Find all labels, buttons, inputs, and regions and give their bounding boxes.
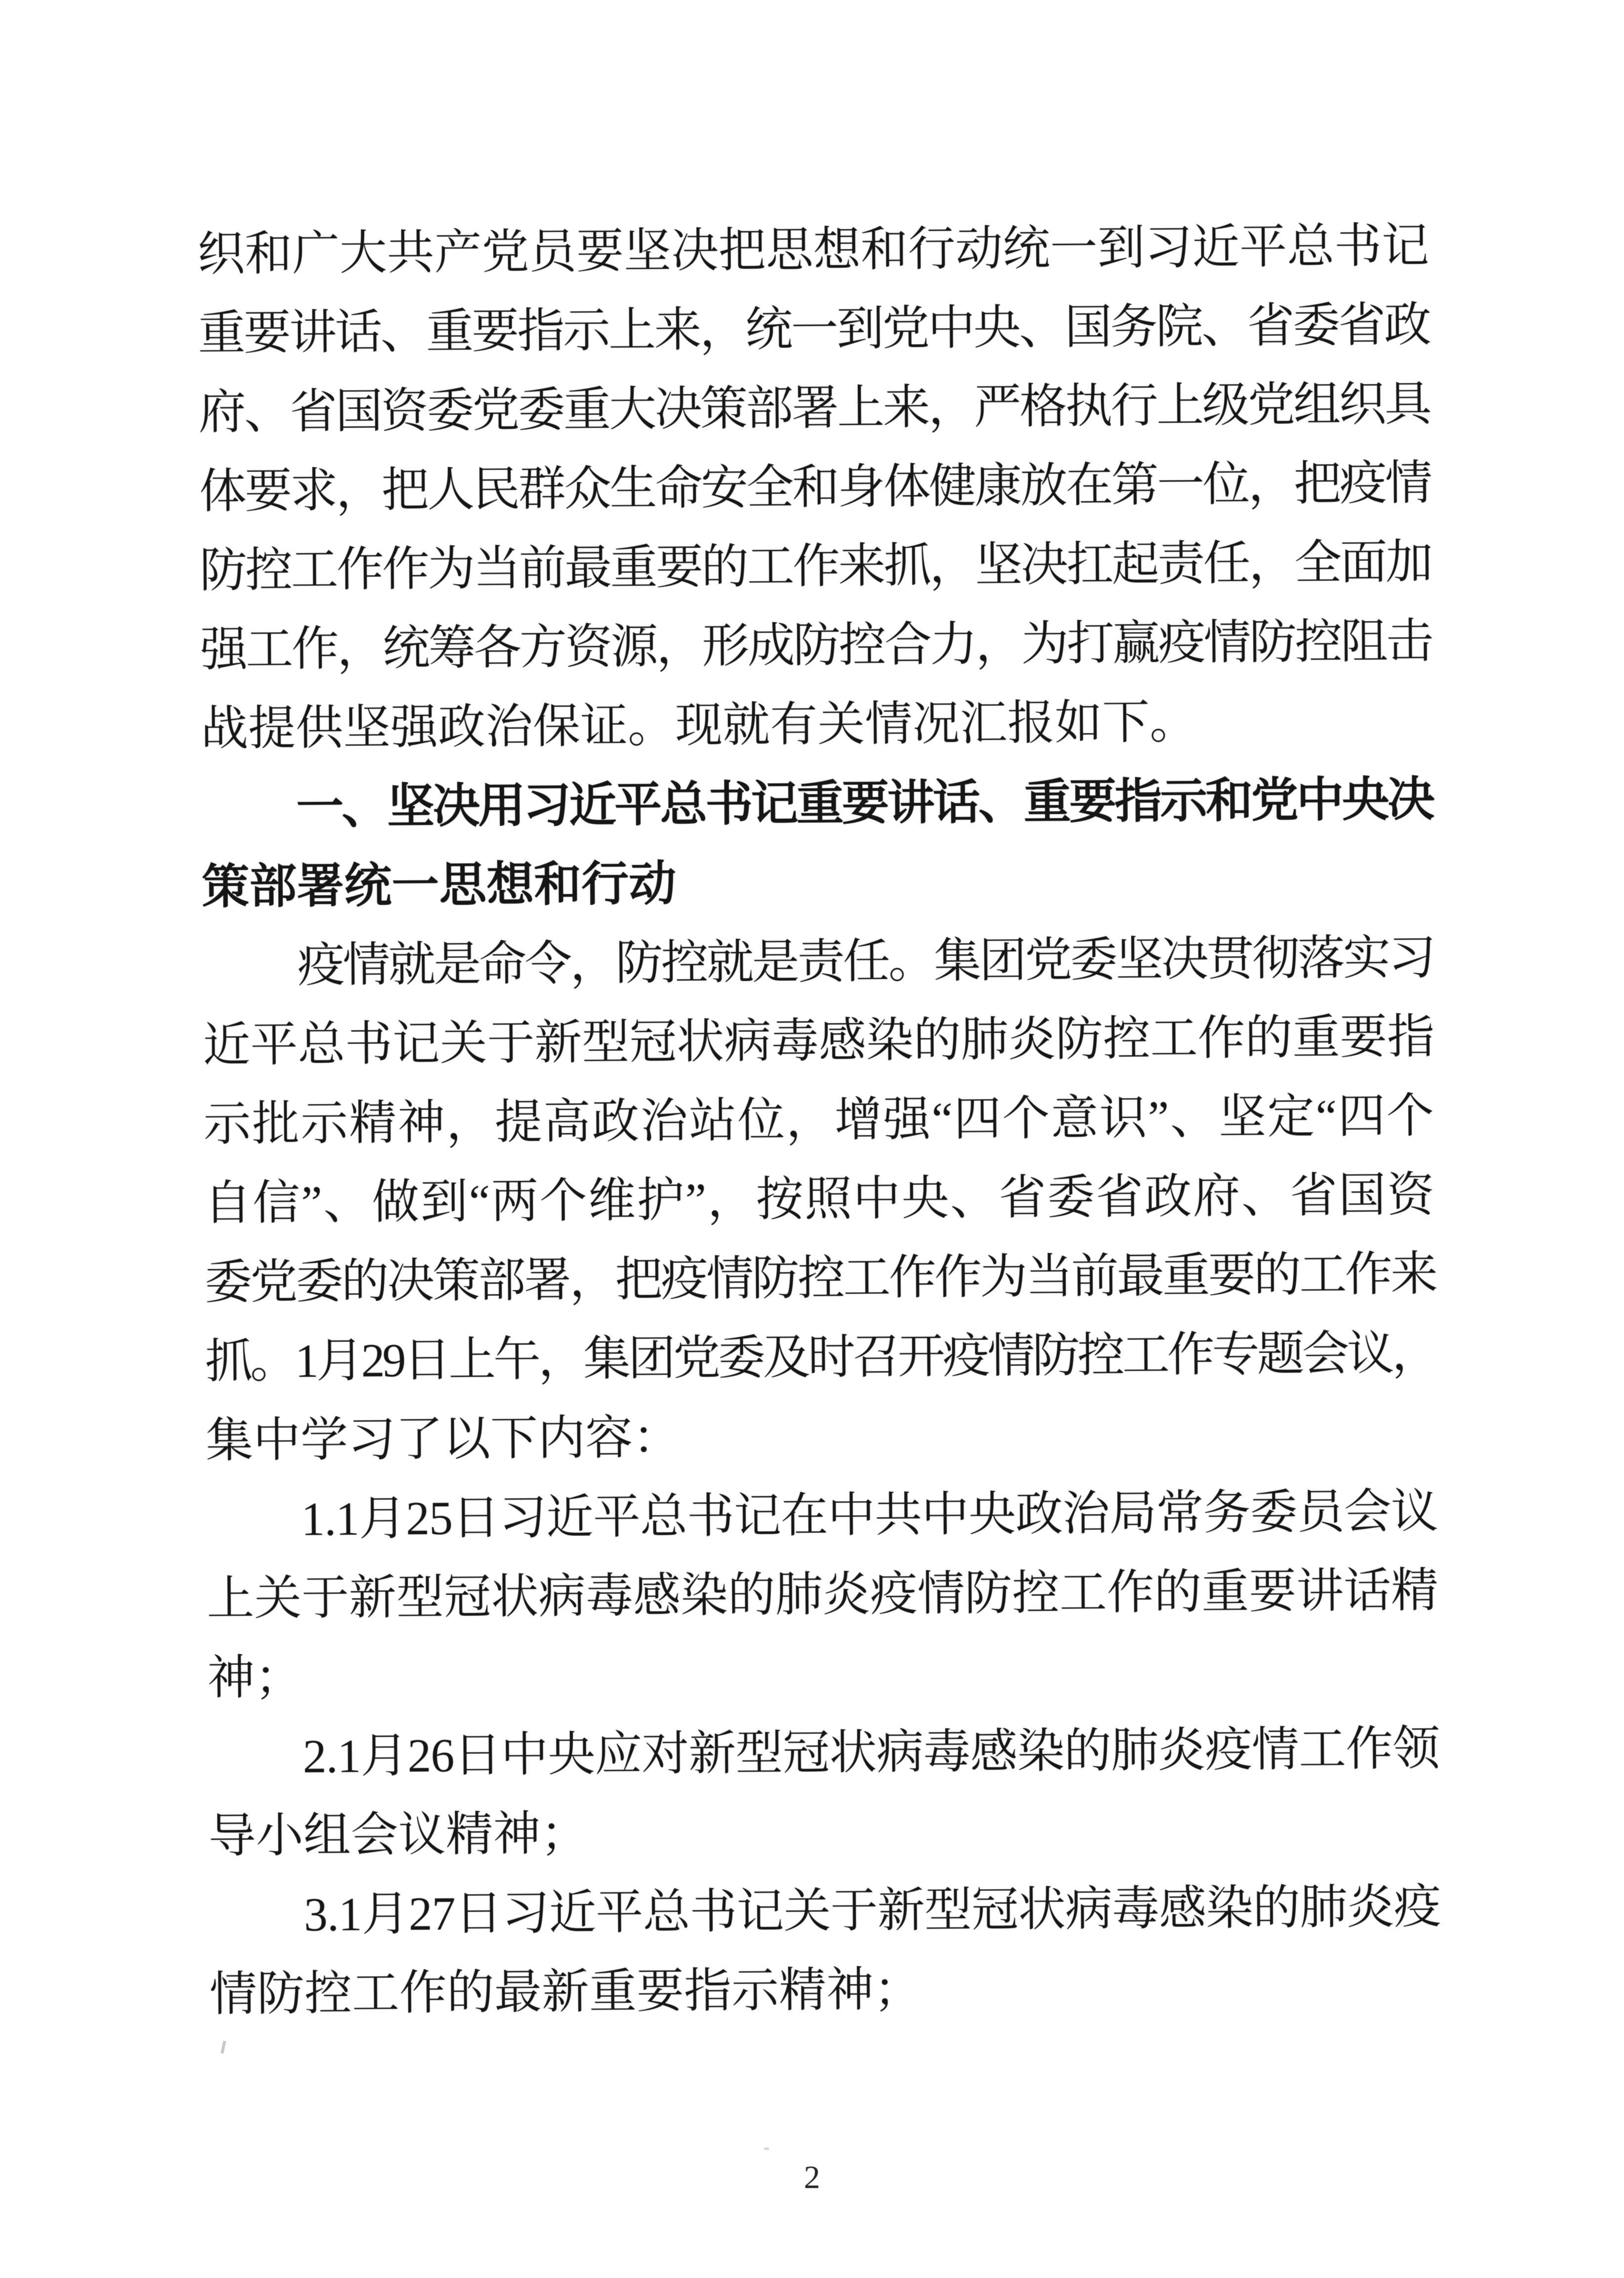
text-line: 疫情就是命令，防控就是责任。集团党委坚决贯彻落实习 — [297, 931, 1434, 992]
text-line: 导小组会议精神； — [208, 1807, 589, 1863]
text-line: 1.1月25日习近平总书记在中共中央政治局常务委员会议 — [300, 1485, 1438, 1546]
text-line: 委党委的决策部署，把疫情防控工作作为当前最重要的工作来 — [204, 1247, 1437, 1309]
text-line: 自信”、做到“两个维护”，按照中央、省委省政府、省国资 — [204, 1168, 1436, 1230]
text-line: 上关于新型冠状病毒感染的肺炎疫情防控工作的重要讲话精 — [207, 1564, 1439, 1625]
text-line: 神； — [207, 1651, 302, 1705]
page-number: 2 — [804, 2159, 820, 2195]
text-line: 集中学习了以下内容： — [205, 1410, 681, 1467]
text-line: 一、坚决用习近平总书记重要讲话、重要指示和党中央决 — [296, 773, 1433, 834]
text-line: 2.1月26日中央应对新型冠状病毒感染的肺炎疫情工作领 — [302, 1722, 1440, 1783]
text-line: 策部署统一思想和行动 — [202, 857, 677, 914]
scan-speck — [764, 2147, 769, 2150]
text-line: 织和广大共产党员要坚决把思想和行动统一到习近平总书记 — [197, 219, 1429, 281]
text-line: 防控工作作为当前最重要的工作来抓，坚决扛起责任，全面加 — [199, 535, 1432, 597]
text-line: 示批示精神，提高政治站位，增强“四个意识”、坚定“四个 — [203, 1089, 1435, 1151]
text-line: 府、省国资委党委重大决策部署上来，严格执行上级党组织具 — [198, 377, 1431, 439]
text-line: 战提供坚强政治保证。现就有关情况汇报如下。 — [200, 695, 1197, 755]
text-line: 近平总书记关于新型冠状病毒感染的肺炎防控工作的重要指 — [203, 1010, 1435, 1072]
text-line: 3.1月27日习近平总书记关于新型冠状病毒感染的肺炎疫 — [303, 1880, 1441, 1941]
text-line: 抓。1月29日上午，集团党委及时召开疫情防控工作专题会议， — [205, 1326, 1437, 1388]
text-line: 情防控工作的最新重要指示精神； — [209, 1963, 922, 2021]
text-line: 体要求，把人民群众生命安全和身体健康放在第一位，把疫情 — [199, 456, 1431, 518]
text-line: 重要讲话、重要指示上来，统一到党中央、国务院、省委省政 — [198, 298, 1430, 360]
text-line: 强工作，统筹各方资源，形成防控合力，为打赢疫情防控阻击 — [200, 614, 1432, 676]
